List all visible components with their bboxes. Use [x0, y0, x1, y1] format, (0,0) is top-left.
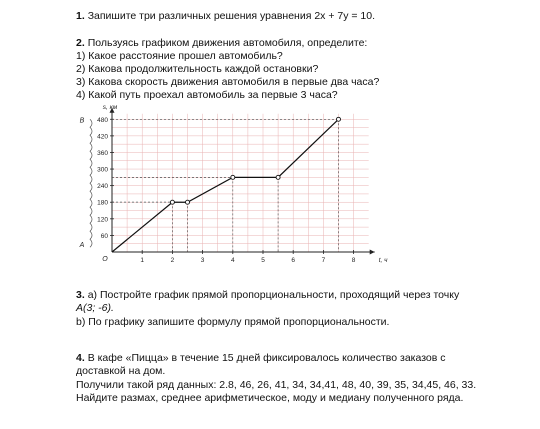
motion-graph: [76, 102, 396, 270]
y-tick-label: 180: [97, 199, 108, 207]
distance-brace: [90, 119, 92, 247]
data-point: [337, 117, 341, 121]
chart-grid: [112, 114, 369, 252]
task2-intro-line: [76, 37, 367, 50]
y-tick-label: 420: [97, 133, 108, 141]
point-a-label: A: [79, 242, 85, 249]
task1-line: [76, 10, 375, 23]
chart-plot: [112, 117, 341, 252]
y-tick-label: 120: [97, 216, 108, 224]
x-tick-label: 4: [230, 257, 235, 264]
task2-number: 2.: [76, 37, 85, 49]
task4-data-line: Получили такой ряд данных: 2.8, 46, 26, 41, 34, 34,41, 48, 40, 39, 35, 34,45, 46, 33.: [76, 379, 477, 391]
task1-number: 1.: [76, 10, 85, 22]
task3-line-2: А(3; -6).: [76, 302, 114, 314]
task2-question-1: 1) Какое расстояние прошел автомобиль?: [76, 50, 283, 62]
x-tick-label: 7: [321, 257, 326, 264]
x-tick-label: 3: [200, 257, 205, 264]
task1-text: Запишите три различных решения уравнения 2x + 7y = 10.: [87, 10, 376, 22]
origin-label: O: [102, 256, 108, 263]
x-axis-label: t, ч: [378, 257, 388, 264]
task4-text: В кафе «Пицца» в течение 15 дней фиксировалось количество заказов с: [87, 352, 446, 364]
task2-question-2: 2) Какова продолжительность каждой остановки?: [76, 63, 319, 75]
task3-number: 3.: [76, 289, 85, 301]
data-point: [186, 200, 190, 204]
y-tick-label: 300: [97, 166, 108, 174]
task2-intro: Пользуясь графиком движения автомобиля, определите:: [87, 37, 368, 49]
task2-question-3: 3) Какова скорость движения автомобиля в первые два часа?: [76, 76, 380, 88]
x-tick-label: 5: [261, 257, 265, 264]
data-point: [231, 175, 235, 179]
y-tick-label: 360: [97, 149, 108, 157]
x-tick-label: 2: [170, 257, 175, 264]
y-axis-label: s, км: [102, 103, 118, 111]
y-tick-label: 240: [97, 183, 108, 191]
task4-number: 4.: [76, 352, 85, 364]
point-b-label: B: [79, 117, 85, 125]
x-tick-label: 8: [351, 257, 356, 264]
x-axis-arrow: [370, 250, 375, 255]
y-tick-label: 480: [97, 116, 108, 124]
y-tick-label: 60: [100, 232, 108, 240]
task3-line-3: b) По графику запишите формулу прямой пропорциональности.: [76, 316, 390, 328]
task3-line-1: [76, 289, 459, 302]
data-point: [170, 200, 174, 204]
task4-question-line: Найдите размах, среднее арифметическое, моду и медиану полученного ряда.: [76, 392, 464, 404]
task4-line-2: доставкой на дом.: [76, 365, 166, 377]
task2-question-4: 4) Какой путь проехал автомобиль за первые 3 часа?: [76, 89, 338, 101]
task3-text-a: а) Постройте график прямой пропорциональности, проходящий через точку: [87, 289, 460, 301]
x-tick-label: 1: [140, 257, 145, 264]
task4-line-1: [76, 352, 446, 365]
data-point: [276, 175, 280, 179]
chart-axes: [90, 108, 375, 255]
x-tick-label: 6: [291, 257, 296, 264]
